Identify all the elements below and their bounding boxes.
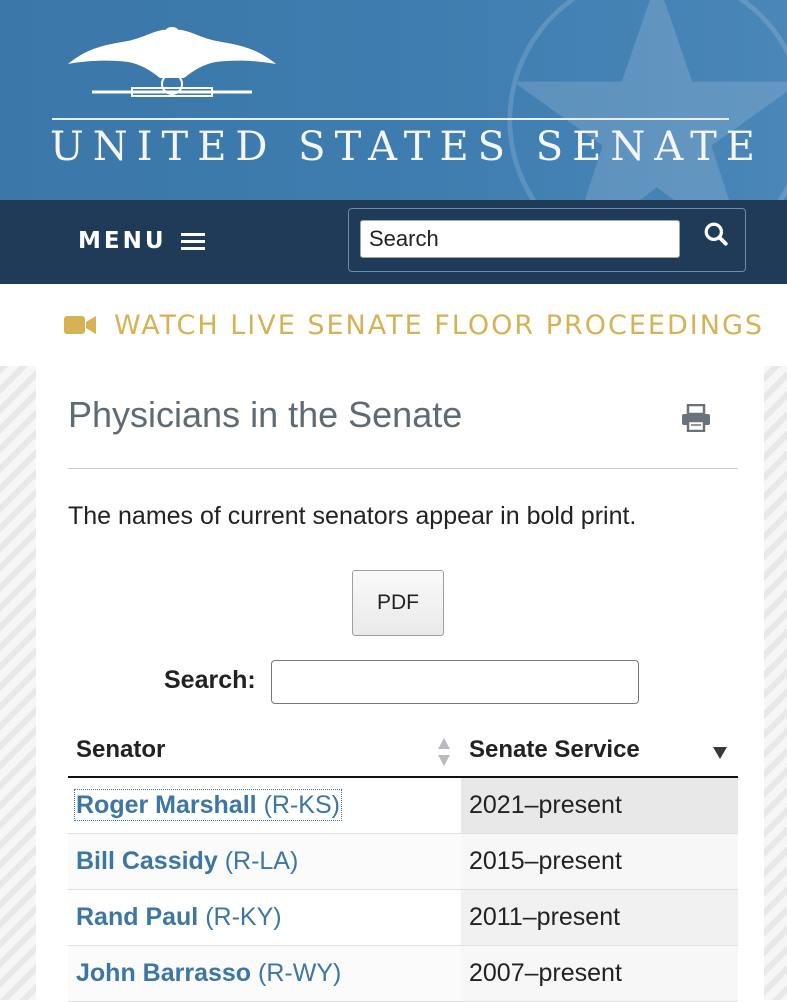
hamburger-icon <box>181 229 205 254</box>
table-row <box>68 946 738 1002</box>
service-cell: 2007–present <box>461 946 738 1002</box>
column-header-label: Senator <box>76 736 166 763</box>
table-header-row <box>68 724 738 777</box>
header-rule <box>52 118 729 120</box>
table-search-label: Search: <box>164 666 256 694</box>
table-row <box>68 777 738 834</box>
senator-cell <box>68 834 461 890</box>
nav-bar <box>0 200 787 284</box>
table-search-input[interactable] <box>271 660 639 704</box>
table-row <box>68 834 738 890</box>
physicians-table <box>68 724 738 1002</box>
senator-name[interactable]: John Barrasso <box>76 959 252 987</box>
watch-live-link[interactable] <box>0 284 787 366</box>
page-title: Physicians in the Senate <box>68 394 463 435</box>
site-header <box>0 0 787 200</box>
senator-party: (R-KS) <box>263 791 340 819</box>
senator-party: (R-WY) <box>258 959 342 987</box>
site-search <box>348 208 746 272</box>
watch-live-label: WATCH LIVE SENATE FLOOR PROCEEDINGS <box>114 309 764 341</box>
senator-name[interactable]: Roger Marshall <box>76 791 257 819</box>
sort-descending-icon <box>712 746 728 760</box>
senator-name[interactable]: Rand Paul <box>76 903 199 931</box>
service-cell: 2021–present <box>461 777 738 834</box>
menu-button[interactable] <box>78 228 205 254</box>
senator-party: (R-LA) <box>224 847 299 875</box>
senator-cell <box>68 946 461 1002</box>
print-icon[interactable] <box>681 404 711 432</box>
column-header-label: Senate Service <box>469 736 640 763</box>
senator-cell <box>68 777 461 834</box>
senator-party: (R-KY) <box>205 903 282 931</box>
senator-link[interactable] <box>76 791 340 819</box>
star-watermark-icon <box>497 0 787 200</box>
video-camera-icon <box>64 314 96 336</box>
sort-both-icon <box>437 736 451 768</box>
column-header-senate-service[interactable] <box>461 724 738 777</box>
senate-eagle-logo[interactable] <box>62 22 282 100</box>
site-search-input[interactable] <box>360 220 680 258</box>
intro-text: The names of current senators appear in bold print. <box>68 502 637 530</box>
content-card <box>36 366 764 1000</box>
content-area <box>0 366 787 1000</box>
search-icon[interactable] <box>703 221 729 247</box>
column-header-senator[interactable] <box>68 724 461 777</box>
senator-cell <box>68 890 461 946</box>
service-cell: 2011–present <box>461 890 738 946</box>
senator-name[interactable]: Bill Cassidy <box>76 847 218 875</box>
service-cell: 2015–present <box>461 834 738 890</box>
title-divider <box>68 468 738 469</box>
table-row <box>68 890 738 946</box>
pdf-button[interactable]: PDF <box>352 570 444 636</box>
menu-label: MENU <box>78 228 167 254</box>
site-title[interactable]: UNITED STATES SENATE <box>50 124 764 170</box>
